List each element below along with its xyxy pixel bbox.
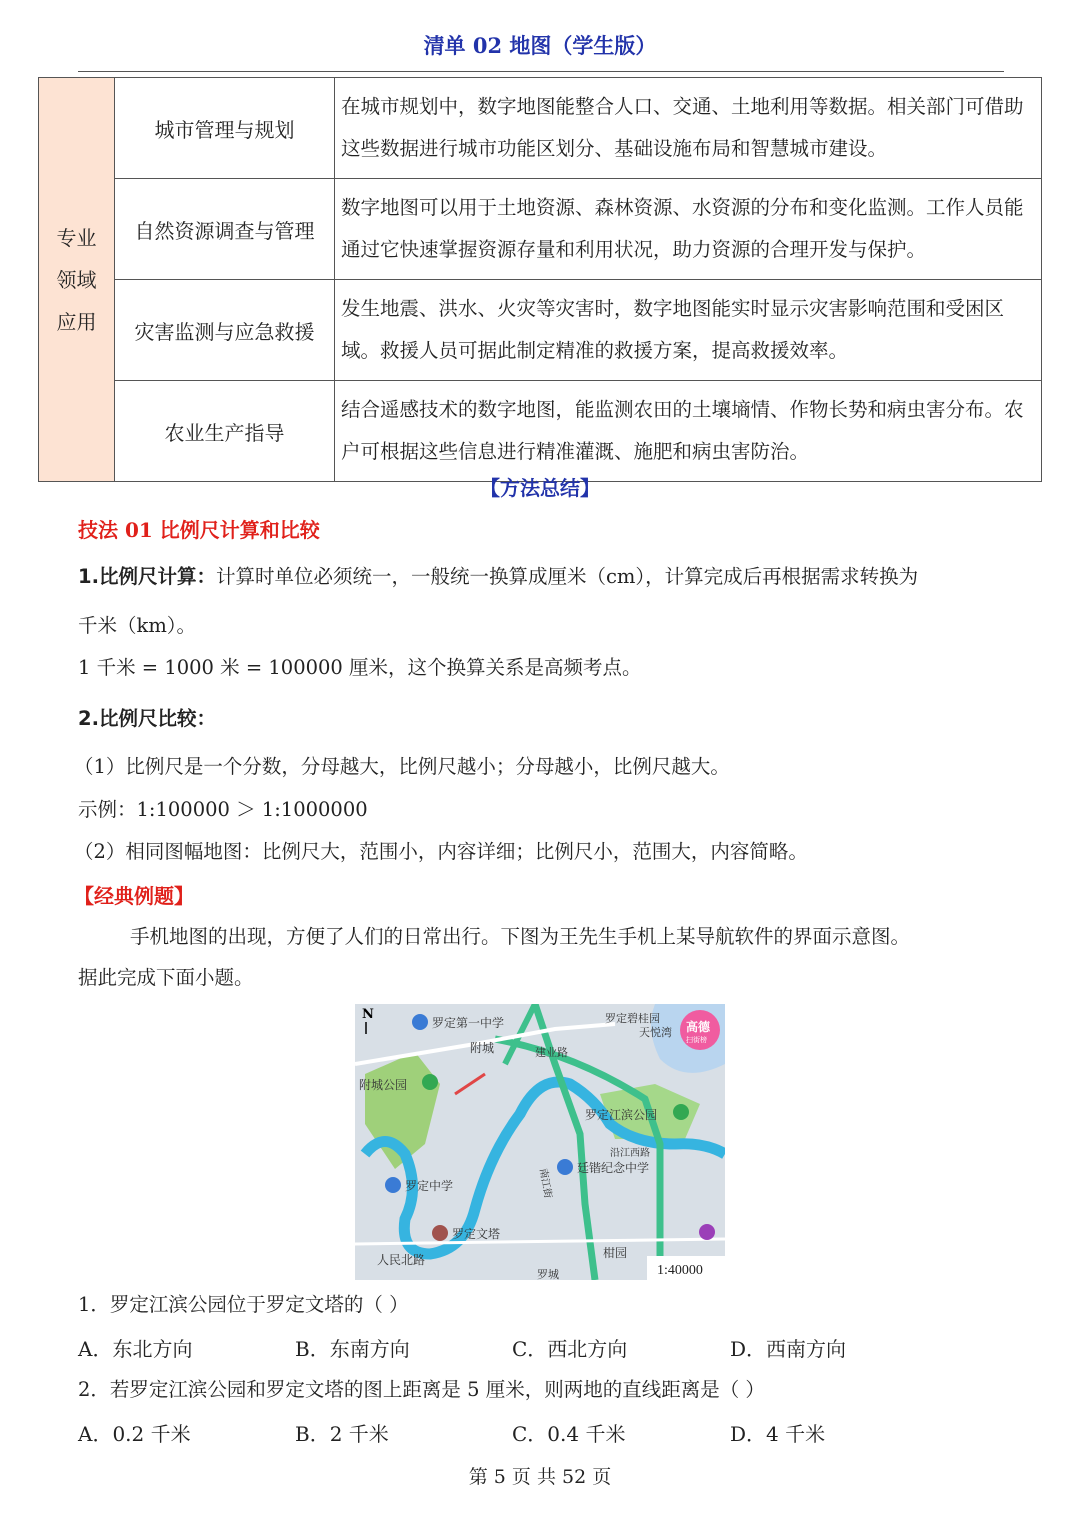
application-desc: 发生地震、洪水、火灾等灾害时，数字地图能实时显示灾害影响范围和受困区域。救援人员可据此制定精准的救援方案，提高救援效率。 — [335, 280, 1042, 381]
school-marker — [557, 1159, 573, 1175]
compare-label: 2.比例尺比较： — [78, 707, 216, 730]
table-row — [39, 179, 1042, 280]
example-intro: 手机地图的出现，方便了人们的日常出行。下图为王先生手机上某导航软件的界面示意图。 — [130, 925, 911, 948]
gaode-badge: 高德 — [686, 1020, 711, 1034]
conversion-text: 1 千米 = 1000 米 = 100000 厘米，这个换算关系是高频考点。 — [78, 656, 642, 679]
category-line: 应用 — [56, 309, 97, 334]
map-label: 人民北路 — [377, 1253, 426, 1267]
table-row — [39, 78, 1042, 179]
map-label: 南江街 — [537, 1167, 554, 1200]
answer-option[interactable]: A．0.2 千米 — [78, 1422, 191, 1446]
method-summary-title: 【方法总结】 — [480, 476, 600, 500]
answer-option[interactable]: C．0.4 千米 — [512, 1422, 626, 1446]
example-intro-cont: 据此完成下面小题。 — [78, 966, 254, 989]
question-stem: 1．罗定江滨公园位于罗定文塔的（ ） — [78, 1293, 409, 1316]
pagoda-marker — [432, 1225, 448, 1241]
question-stem: 2．若罗定江滨公园和罗定文塔的图上距离是 5 厘米，则两地的直线距离是（ ） — [78, 1378, 765, 1401]
gaode-badge-sub: 扫街榜 — [686, 1036, 707, 1044]
application-name: 自然资源调查与管理 — [115, 179, 335, 280]
page-header-title: 清单 02 地图（学生版） — [423, 33, 657, 58]
map-label: 柑园 — [603, 1246, 628, 1260]
map-label: 附城 — [470, 1041, 495, 1055]
answer-option[interactable]: A．东北方向 — [78, 1337, 193, 1361]
map-label: 罗定文塔 — [452, 1227, 501, 1241]
map-label: 廷锴纪念中学 — [577, 1161, 650, 1175]
map-label: 天悦湾 — [639, 1026, 672, 1039]
calc-text: 计算时单位必须统一，一般统一换算成厘米（cm），计算完成后再根据需求转换为 — [215, 565, 919, 588]
navigation-map — [355, 1004, 725, 1280]
map-label: 建业路 — [535, 1046, 568, 1059]
application-name: 农业生产指导 — [115, 381, 335, 482]
map-label: 罗定第一中学 — [432, 1016, 505, 1030]
application-desc: 在城市规划中，数字地图能整合人口、交通、土地利用等数据。相关部门可借助这些数据进行城市功能区划分、基础设施布局和智慧城市建设。 — [335, 78, 1042, 179]
compare-rule-1: （1）比例尺是一个分数，分母越大，比例尺越小；分母越小，比例尺越大。 — [74, 755, 730, 778]
skill-heading: 技法 01 比例尺计算和比较 — [78, 518, 320, 542]
header-divider — [78, 71, 1004, 72]
application-table — [38, 77, 1042, 482]
map-graphic — [355, 1004, 725, 1280]
category-line: 领域 — [56, 267, 97, 292]
answer-option[interactable]: D．4 千米 — [730, 1422, 826, 1446]
calc-text-cont: 千米（km）。 — [78, 614, 197, 637]
map-label: 罗城 — [537, 1268, 559, 1280]
school-marker — [385, 1177, 401, 1193]
category-line: 专业 — [56, 225, 97, 250]
table-row — [39, 280, 1042, 381]
map-label: 沿江西路 — [610, 1148, 650, 1159]
calc-label: 1.比例尺计算： — [78, 565, 216, 588]
answer-option[interactable]: D．西南方向 — [730, 1337, 847, 1361]
category-cell — [39, 78, 115, 482]
compare-rule-2: （2）相同图幅地图：比例尺大，范围小，内容详细；比例尺小，范围大，内容简略。 — [74, 840, 808, 863]
map-label: 罗定江滨公园 — [585, 1108, 658, 1122]
application-name: 灾害监测与应急救援 — [115, 280, 335, 381]
school-marker — [412, 1014, 428, 1030]
park-marker — [673, 1104, 689, 1120]
example-section-title: 【经典例题】 — [74, 884, 194, 908]
north-label: N — [362, 1007, 374, 1022]
map-label: 罗定碧桂园 — [605, 1012, 660, 1025]
compare-example: 示例：1:100000 ＞ 1:1000000 — [78, 798, 368, 821]
application-desc: 结合遥感技术的数字地图，能监测农田的土壤墒情、作物长势和病虫害分布。农户可根据这些信息进行精准灌溉、施肥和病虫害防治。 — [335, 381, 1042, 482]
poi-marker — [699, 1224, 715, 1240]
calc-paragraph — [78, 562, 918, 592]
page-number: 第 5 页 共 52 页 — [468, 1466, 612, 1488]
answer-option[interactable]: C．西北方向 — [512, 1337, 628, 1361]
answer-option[interactable]: B．2 千米 — [295, 1422, 389, 1446]
map-scale: 1:40000 — [657, 1263, 703, 1278]
map-label: 罗定中学 — [405, 1179, 454, 1193]
answer-option[interactable]: B．东南方向 — [295, 1337, 410, 1361]
park-marker — [422, 1074, 438, 1090]
map-label: 附城公园 — [359, 1078, 408, 1092]
table-row — [39, 381, 1042, 482]
application-desc: 数字地图可以用于土地资源、森林资源、水资源的分布和变化监测。工作人员能通过它快速掌握资源存量和利用状况，助力资源的合理开发与保护。 — [335, 179, 1042, 280]
application-name: 城市管理与规划 — [115, 78, 335, 179]
